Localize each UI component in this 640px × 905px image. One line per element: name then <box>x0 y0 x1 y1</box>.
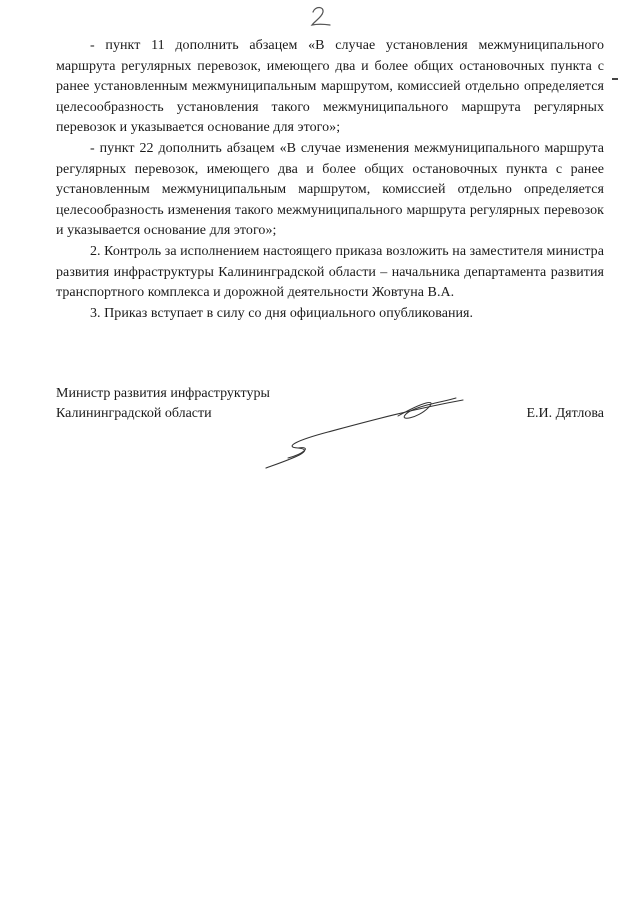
handwritten-signature <box>258 388 468 472</box>
signatory-name: Е.И. Дятлова <box>526 406 604 421</box>
signatory-title-line-2: Калининградской области <box>56 406 212 421</box>
paragraph-effective-clause: 3. Приказ вступает в силу со дня официального опубликования. <box>90 305 474 321</box>
document-body <box>56 36 604 324</box>
paragraph-item-22: - пункт 22 дополнить абзацем «В случае изменения межмуниципального маршрута регулярных перевозок, имеющего два и более общих остановочных пункта с ранее установленным межмуниципальным маршрутом, комиссией отдельно определяется целесообразность изменения такого межмуниципального маршрута регулярных перевозок и указывается основание для этого»; <box>56 140 604 239</box>
paragraph-item-11: - пункт 11 дополнить абзацем «В случае установления межмуниципального маршрута регулярных перевозок, имеющего два и более общих остановочных пункта с ранее установленным межмуниципальным маршрутом, комиссией отдельно определяется целесообразность установления такого межмуниципального маршрута регулярных перевозок и указывается основание для этого»; <box>56 38 604 136</box>
margin-dash-mark <box>612 78 618 80</box>
handwritten-page-number <box>306 4 336 28</box>
paragraph-control-clause: 2. Контроль за исполнением настоящего приказа возложить на заместителя министра развития инфраструктуры Калининградской области – начальника департамента развития транспортного комплекса и дорожной деятельности Жовтуна В.А. <box>56 243 604 301</box>
signatory-title-line-1: Министр развития инфраструктуры <box>56 386 270 401</box>
